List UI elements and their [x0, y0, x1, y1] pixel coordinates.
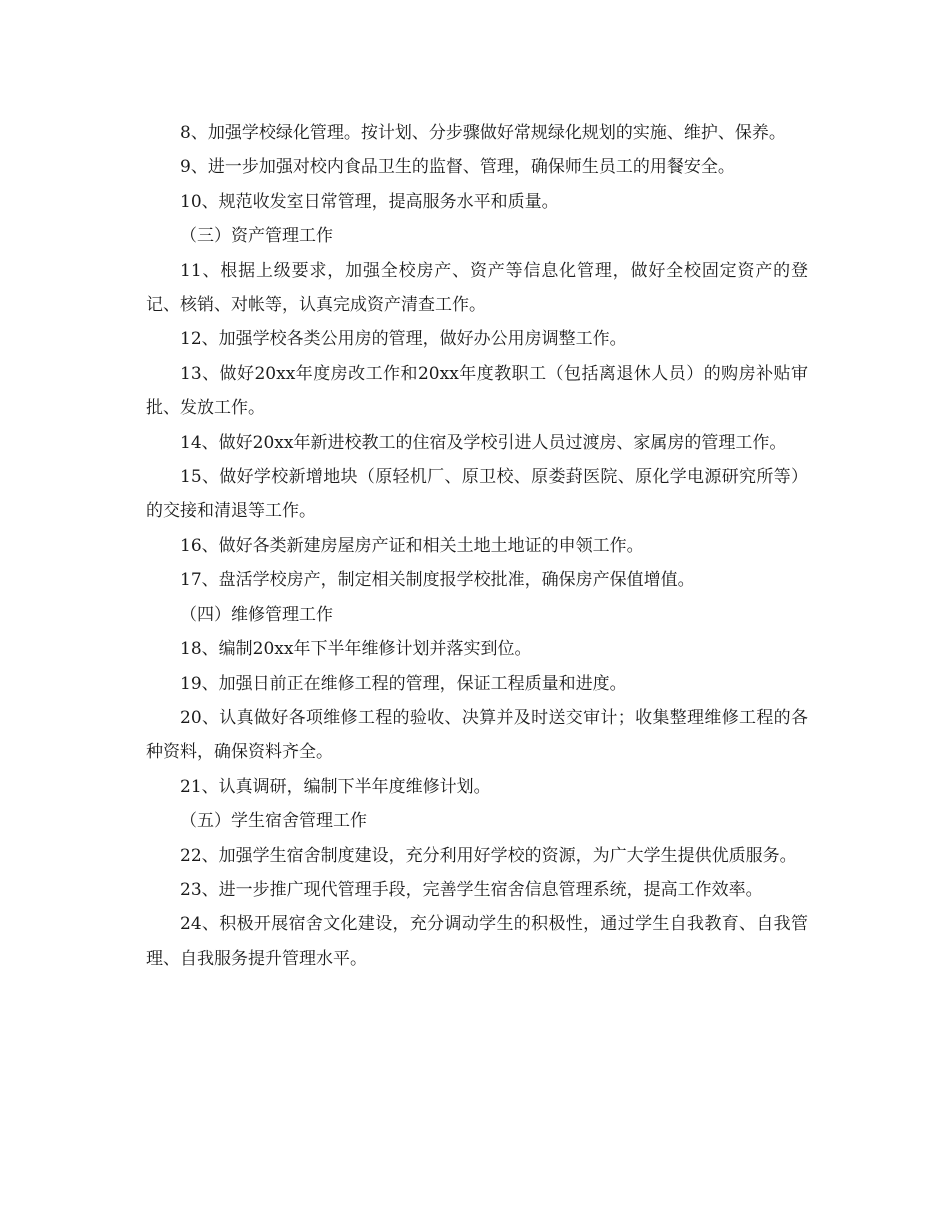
paragraph-item-19: 19、加强日前正在维修工程的管理，保证工程质量和进度。 — [180, 673, 627, 694]
paragraph-item-12: 12、加强学校各类公用房的管理，做好办公用房调整工作。 — [180, 329, 627, 350]
paragraph-item-20: 20、认真做好各项维修工程的验收、决算并及时送交审计；收集整理维修工程的各种资料，确保资料齐全。 — [146, 707, 808, 763]
paragraph-item-10: 10、规范收发室日常管理，提高服务水平和质量。 — [180, 191, 559, 212]
paragraph-item-13: 13、做好20xx年度房改工作和20xx年度教职工（包括离退休人员）的购房补贴审批、发放工作。 — [146, 363, 808, 419]
paragraph-item-14: 14、做好20xx年新进校教工的住宿及学校引进人员过渡房、家属房的管理工作。 — [180, 432, 787, 453]
paragraph-item-15: 15、做好学校新增地块（原轻机厂、原卫校、原娄葑医院、原化学电源研究所等）的交接和清退等工作。 — [146, 467, 808, 522]
paragraph-item-9: 9、进一步加强对校内食品卫生的监督、管理，确保师生员工的用餐安全。 — [180, 157, 735, 178]
paragraph-item-17: 17、盘活学校房产，制定相关制度报学校批准，确保房产保值增值。 — [180, 570, 695, 591]
paragraph-item-11: 11、根据上级要求，加强全校房产、资产等信息化管理，做好全校固定资产的登记、核销、对帐等，认真完成资产清查工作。 — [146, 260, 808, 316]
paragraph-item-18: 18、编制20xx年下半年维修计划并落实到位。 — [180, 639, 532, 660]
section-heading-assets: （三）资产管理工作 — [180, 226, 333, 247]
paragraph-item-24: 24、积极开展宿舍文化建设，充分调动学生的积极性，通过学生自我教育、自我管理、自我服务提升管理水平。 — [146, 914, 808, 969]
paragraph-item-8: 8、加强学校绿化管理。按计划、分步骤做好常规绿化规划的实施、维护、保养。 — [180, 123, 786, 143]
document-body — [146, 116, 808, 976]
section-heading-dormitory: （五）学生宿舍管理工作 — [180, 811, 367, 832]
paragraph-item-22: 22、加强学生宿舍制度建设，充分利用好学校的资源，为广大学生提供优质服务。 — [180, 845, 797, 866]
paragraph-item-23: 23、进一步推广现代管理手段，完善学生宿舍信息管理系统，提高工作效率。 — [180, 879, 763, 900]
paragraph-item-21: 21、认真调研，编制下半年度维修计划。 — [180, 776, 491, 797]
paragraph-item-16: 16、做好各类新建房屋房产证和相关土地土地证的申领工作。 — [180, 535, 644, 556]
section-heading-maintenance: （四）维修管理工作 — [180, 604, 333, 625]
